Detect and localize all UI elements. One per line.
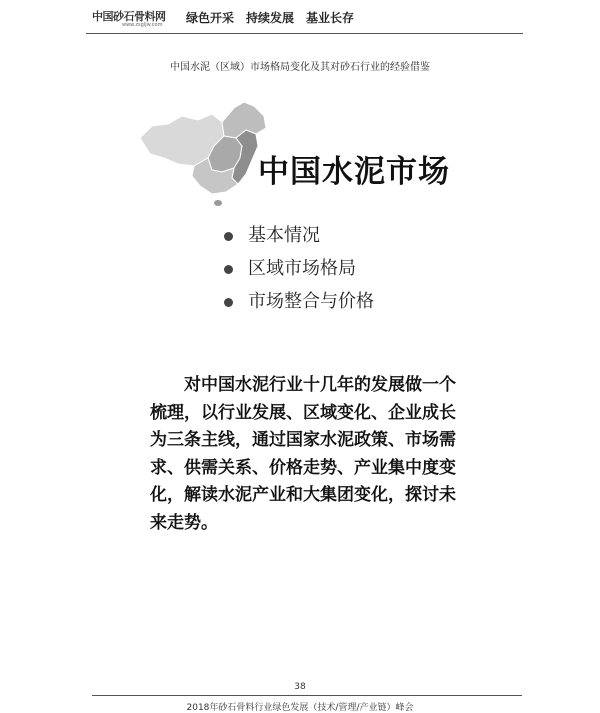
topic-label: 市场整合与价格 [248,291,374,312]
bullet-icon [224,298,233,307]
chapter-title: 中国水泥市场 [258,154,450,190]
site-logo: 中国砂石骨料网 [92,10,166,23]
topic-label: 基本情况 [248,225,320,246]
site-url: www.zsgljw.com [122,22,163,28]
page-number: 38 [294,682,306,692]
footer-divider [92,695,522,696]
topic-item [222,259,374,292]
summary-paragraph: 对中国水泥行业十几年的发展做一个梳理，以行业发展、区域变化、企业成长为三条主线，通过国家水泥政策、市场需求、供需关系、价格走势、产业集中度变化，解读水泥产业和大集团变化，探讨未来走势。 [150,375,456,533]
bullet-icon [224,265,233,274]
page-header [0,0,600,34]
topic-label: 区域市场格局 [248,258,356,279]
map-region-hainan [214,200,222,206]
topic-item [222,292,374,325]
header-slogan: 绿色开采 持续发展 基业长存 [186,11,355,25]
china-map-icon [138,100,278,210]
bullet-icon [224,232,233,241]
topic-item [222,226,374,259]
topic-list [222,226,374,325]
footer-text: 2018年砂石骨料行业绿色发展（技术/管理/产业链）峰会 [186,703,414,713]
header-divider [86,33,523,34]
running-title: 中国水泥（区域）市场格局变化及其对砂石行业的经验借鉴 [170,62,430,73]
